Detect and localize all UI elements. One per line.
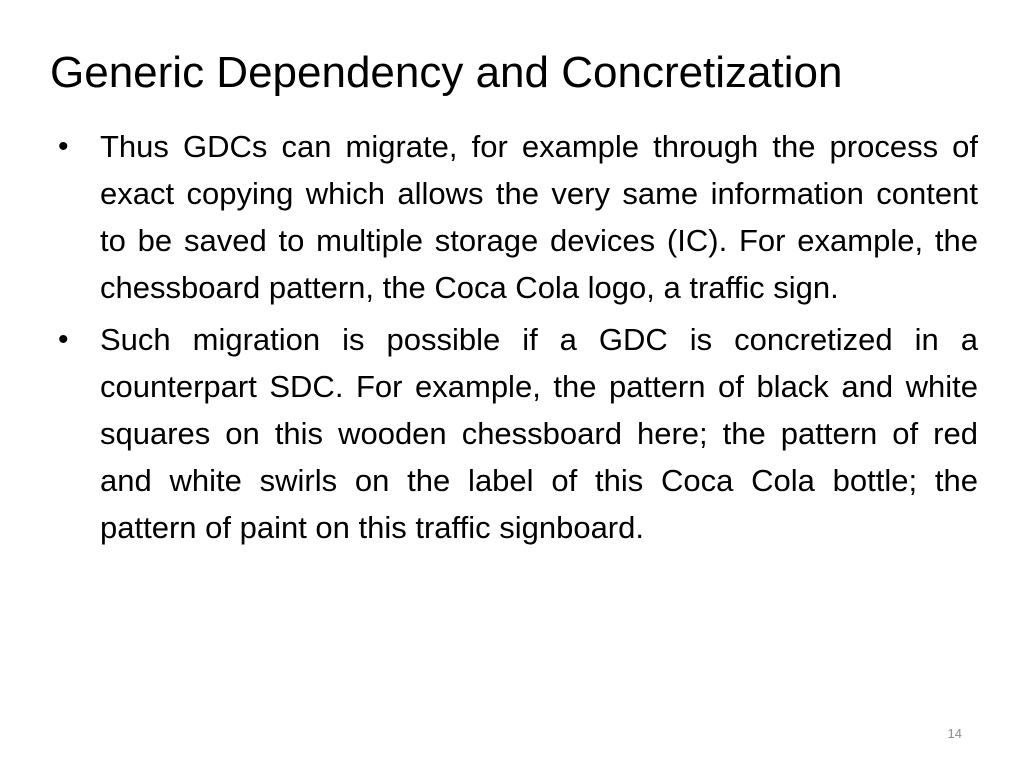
bullet-list (58, 123, 978, 556)
slide-title: Generic Dependency and Concretization (50, 48, 843, 97)
bullet-item (58, 316, 978, 551)
bullet-text: Thus GDCs can migrate, for example through the process of exact copying which allows the very same information content to be saved to multiple storage devices (IC). For example, the chessboard pattern, the Coca Cola logo, a traffic sign. (100, 129, 978, 305)
page-number: 14 (947, 726, 962, 741)
bullet-item (58, 123, 978, 311)
bullet-icon: • (58, 323, 69, 356)
bullet-text: Such migration is possible if a GDC is concretized in a counterpart SDC. For example, the pattern of black and white squares on this wooden chessboard here; the pattern of red and white swirls on the label of this Coca Cola bottle; the pattern of paint on this traffic signboard. (100, 322, 978, 545)
bullet-icon: • (58, 130, 69, 163)
